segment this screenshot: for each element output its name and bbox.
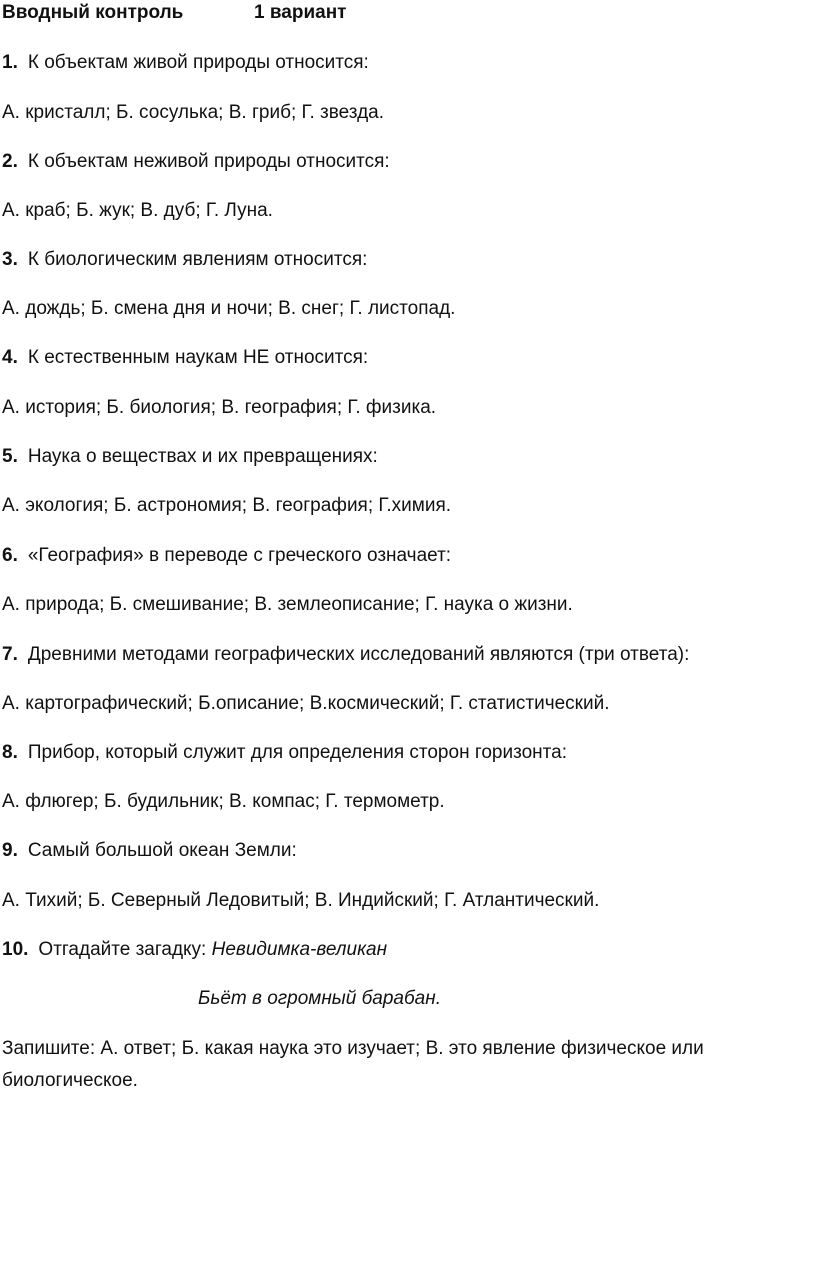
- question-10: [2, 939, 387, 962]
- answers-2: А. краб; Б. жук; В. дуб; Г. Луна.: [2, 200, 273, 221]
- header-title: Вводный контроль: [2, 2, 184, 23]
- question-text: К объектам живой природы относится:: [27, 52, 369, 73]
- question-text: Древними методами географических исследований являются (три ответа):: [27, 644, 690, 665]
- question-number: 7.: [2, 644, 18, 665]
- riddle-line-1: Невидимка-великан: [211, 939, 388, 960]
- question-2: [2, 151, 390, 174]
- question-number: 3.: [2, 249, 18, 270]
- question-text: Отгадайте загадку:: [38, 939, 212, 960]
- question-7: [2, 644, 689, 667]
- answers-5: А. экология; Б. астрономия; В. география; Г.химия.: [2, 495, 452, 516]
- question-number: 10.: [2, 939, 29, 960]
- answers-7: А. картографический; Б.описание; В.космический; Г. статистический.: [2, 693, 610, 714]
- question-text: «География» в переводе с греческого означает:: [27, 545, 452, 566]
- instruction-text: Запишите: А. ответ; Б. какая наука это изучает; В. это явление физическое или биологическое.: [2, 1038, 704, 1091]
- answers-8: А. флюгер; Б. будильник; В. компас; Г. термометр.: [2, 791, 445, 812]
- question-1: [2, 52, 369, 75]
- question-number: 9.: [2, 840, 18, 861]
- question-number: 2.: [2, 151, 18, 172]
- question-text: Прибор, который служит для определения сторон горизонта:: [27, 742, 567, 763]
- document-header: [2, 2, 347, 24]
- header-variant: 1 вариант: [254, 2, 347, 23]
- question-number: 1.: [2, 52, 18, 73]
- question-9: [2, 840, 297, 863]
- question-text: Самый большой океан Земли:: [27, 840, 297, 861]
- answers-4: А. история; Б. биология; В. география; Г. физика.: [2, 397, 437, 418]
- question-number: 8.: [2, 742, 18, 763]
- question-text: К естественным наукам НЕ относится:: [27, 347, 369, 368]
- question-text: К биологическим явлениям относится:: [27, 249, 368, 270]
- question-5: [2, 446, 378, 469]
- question-text: К объектам неживой природы относится:: [27, 151, 390, 172]
- question-6: [2, 545, 451, 568]
- answers-1: А. кристалл; Б. сосулька; В. гриб; Г. звезда.: [2, 102, 385, 123]
- question-number: 6.: [2, 545, 18, 566]
- question-number: 5.: [2, 446, 18, 467]
- question-3: [2, 249, 367, 272]
- answers-3: А. дождь; Б. смена дня и ночи; В. снег; Г. листопад.: [2, 298, 456, 319]
- answers-9: А. Тихий; Б. Северный Ледовитый; В. Индийский; Г. Атлантический.: [2, 890, 600, 911]
- answers-6: А. природа; Б. смешивание; В. землеописание; Г. наука о жизни.: [2, 594, 573, 615]
- question-number: 4.: [2, 347, 18, 368]
- question-8: [2, 742, 567, 765]
- riddle-line-2: Бьёт в огромный барабан.: [198, 988, 441, 1009]
- question-text: Наука о веществах и их превращениях:: [27, 446, 378, 467]
- question-4: [2, 347, 368, 370]
